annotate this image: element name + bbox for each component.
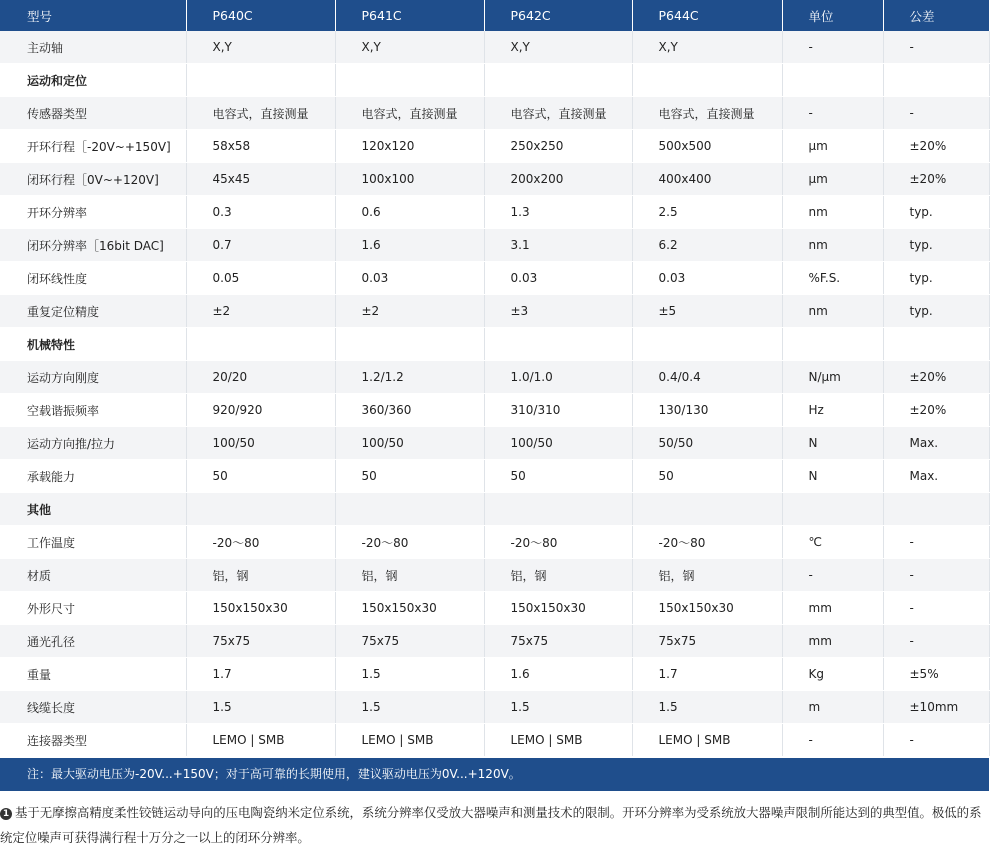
footnote-marker: 1 xyxy=(0,808,12,820)
cell-p640c: 920/920 xyxy=(186,394,335,427)
cell-unit: N xyxy=(782,427,883,460)
cell-unit: N/μm xyxy=(782,361,883,394)
cell-p640c: -20～80 xyxy=(186,526,335,559)
table-row xyxy=(0,691,989,724)
cell-tolerance: - xyxy=(883,625,989,658)
cell-unit xyxy=(782,64,883,97)
cell-unit: nm xyxy=(782,295,883,328)
cell-p642c: LEMO | SMB xyxy=(484,724,632,757)
table-row xyxy=(0,31,989,64)
spec-table-body xyxy=(0,31,989,757)
cell-p640c: 58x58 xyxy=(186,130,335,163)
cell-param: 闭环线性度 xyxy=(0,262,186,295)
cell-p641c: 铝，钢 xyxy=(335,559,484,592)
header-p644c: P644C xyxy=(632,0,782,31)
cell-unit: ℃ xyxy=(782,526,883,559)
table-row xyxy=(0,394,989,427)
cell-p641c: 1.2/1.2 xyxy=(335,361,484,394)
cell-p641c: 1.5 xyxy=(335,658,484,691)
cell-unit xyxy=(782,328,883,361)
table-row xyxy=(0,625,989,658)
cell-unit: N xyxy=(782,460,883,493)
cell-tolerance: Max. xyxy=(883,460,989,493)
cell-p644c: ±5 xyxy=(632,295,782,328)
cell-unit: - xyxy=(782,559,883,592)
cell-tolerance: ±5% xyxy=(883,658,989,691)
table-row xyxy=(0,196,989,229)
cell-p641c: 100/50 xyxy=(335,427,484,460)
cell-tolerance xyxy=(883,328,989,361)
cell-p642c: 150x150x30 xyxy=(484,592,632,625)
cell-p640c: 0.3 xyxy=(186,196,335,229)
cell-p641c: 1.6 xyxy=(335,229,484,262)
cell-p642c: 1.5 xyxy=(484,691,632,724)
cell-param: 通光孔径 xyxy=(0,625,186,658)
cell-p641c: 0.03 xyxy=(335,262,484,295)
cell-p642c: 250x250 xyxy=(484,130,632,163)
cell-p640c: 100/50 xyxy=(186,427,335,460)
cell-p640c: 铝，钢 xyxy=(186,559,335,592)
section-row xyxy=(0,493,989,526)
table-row xyxy=(0,295,989,328)
cell-p644c: -20～80 xyxy=(632,526,782,559)
cell-unit: - xyxy=(782,97,883,130)
cell-p641c: ±2 xyxy=(335,295,484,328)
cell-unit: - xyxy=(782,724,883,757)
table-row xyxy=(0,559,989,592)
cell-tolerance: ±20% xyxy=(883,130,989,163)
cell-unit: m xyxy=(782,691,883,724)
cell-p644c: X,Y xyxy=(632,31,782,64)
cell-p642c: 310/310 xyxy=(484,394,632,427)
cell-p640c: X,Y xyxy=(186,31,335,64)
cell-tolerance: - xyxy=(883,724,989,757)
section-title: 其他 xyxy=(0,493,186,526)
cell-p640c: 45x45 xyxy=(186,163,335,196)
table-row xyxy=(0,592,989,625)
cell-p640c: 50 xyxy=(186,460,335,493)
cell-p642c: 1.3 xyxy=(484,196,632,229)
cell-p640c: 20/20 xyxy=(186,361,335,394)
cell-p644c: 铝，钢 xyxy=(632,559,782,592)
cell-p642c: 100/50 xyxy=(484,427,632,460)
cell-p644c: 130/130 xyxy=(632,394,782,427)
table-row xyxy=(0,658,989,691)
cell-p644c: 电容式，直接测量 xyxy=(632,97,782,130)
cell-p644c: 0.4/0.4 xyxy=(632,361,782,394)
cell-param: 工作温度 xyxy=(0,526,186,559)
cell-unit: Kg xyxy=(782,658,883,691)
cell-p641c: 120x120 xyxy=(335,130,484,163)
cell-param: 承载能力 xyxy=(0,460,186,493)
cell-p641c: 150x150x30 xyxy=(335,592,484,625)
table-row xyxy=(0,97,989,130)
table-row xyxy=(0,460,989,493)
cell-p642c: 1.6 xyxy=(484,658,632,691)
cell-tolerance: - xyxy=(883,559,989,592)
cell-unit xyxy=(782,493,883,526)
cell-tolerance: typ. xyxy=(883,196,989,229)
cell-p642c xyxy=(484,493,632,526)
cell-p642c: -20～80 xyxy=(484,526,632,559)
cell-p644c: LEMO | SMB xyxy=(632,724,782,757)
cell-tolerance: typ. xyxy=(883,229,989,262)
cell-p640c xyxy=(186,328,335,361)
cell-tolerance: - xyxy=(883,31,989,64)
cell-p641c: 1.5 xyxy=(335,691,484,724)
header-p642c: P642C xyxy=(484,0,632,31)
cell-tolerance: ±20% xyxy=(883,394,989,427)
cell-p642c: ±3 xyxy=(484,295,632,328)
cell-p644c: 500x500 xyxy=(632,130,782,163)
cell-p642c: 3.1 xyxy=(484,229,632,262)
cell-p642c: X,Y xyxy=(484,31,632,64)
cell-param: 开环分辨率 xyxy=(0,196,186,229)
cell-tolerance: Max. xyxy=(883,427,989,460)
cell-p640c: 150x150x30 xyxy=(186,592,335,625)
cell-unit: %F.S. xyxy=(782,262,883,295)
cell-param: 运动方向推/拉力 xyxy=(0,427,186,460)
cell-p640c: LEMO | SMB xyxy=(186,724,335,757)
section-title: 机械特性 xyxy=(0,328,186,361)
cell-unit: mm xyxy=(782,625,883,658)
table-row xyxy=(0,361,989,394)
cell-p640c: 1.7 xyxy=(186,658,335,691)
cell-p642c xyxy=(484,64,632,97)
cell-p644c xyxy=(632,493,782,526)
cell-param: 外形尺寸 xyxy=(0,592,186,625)
header-tolerance: 公差 xyxy=(883,0,989,31)
cell-p644c: 1.7 xyxy=(632,658,782,691)
cell-p644c: 50/50 xyxy=(632,427,782,460)
cell-p640c: 0.7 xyxy=(186,229,335,262)
cell-unit: μm xyxy=(782,163,883,196)
cell-p644c xyxy=(632,64,782,97)
cell-param: 空载谐振频率 xyxy=(0,394,186,427)
table-row xyxy=(0,262,989,295)
cell-p642c: 电容式，直接测量 xyxy=(484,97,632,130)
header-p640c: P640C xyxy=(186,0,335,31)
cell-p641c xyxy=(335,328,484,361)
cell-p641c: 75x75 xyxy=(335,625,484,658)
cell-tolerance: typ. xyxy=(883,262,989,295)
cell-p644c: 6.2 xyxy=(632,229,782,262)
cell-unit: - xyxy=(782,31,883,64)
cell-tolerance: ±20% xyxy=(883,163,989,196)
cell-p644c: 75x75 xyxy=(632,625,782,658)
cell-p644c: 0.03 xyxy=(632,262,782,295)
cell-p642c: 50 xyxy=(484,460,632,493)
section-row xyxy=(0,64,989,97)
cell-p641c: 100x100 xyxy=(335,163,484,196)
cell-param: 重量 xyxy=(0,658,186,691)
cell-unit: mm xyxy=(782,592,883,625)
header-unit: 单位 xyxy=(782,0,883,31)
cell-tolerance: ±10mm xyxy=(883,691,989,724)
cell-param: 运动方向刚度 xyxy=(0,361,186,394)
cell-p640c xyxy=(186,64,335,97)
cell-tolerance: typ. xyxy=(883,295,989,328)
cell-param: 连接器类型 xyxy=(0,724,186,757)
cell-p641c: 50 xyxy=(335,460,484,493)
cell-p642c: 0.03 xyxy=(484,262,632,295)
table-row xyxy=(0,526,989,559)
table-row xyxy=(0,229,989,262)
cell-unit: nm xyxy=(782,196,883,229)
cell-p641c: 电容式，直接测量 xyxy=(335,97,484,130)
cell-param: 重复定位精度 xyxy=(0,295,186,328)
cell-p644c: 400x400 xyxy=(632,163,782,196)
cell-param: 闭环行程［0V~+120V] xyxy=(0,163,186,196)
cell-param: 主动轴 xyxy=(0,31,186,64)
voltage-note: 注：最大驱动电压为-20V...+150V；对于高可靠的长期使用，建议驱动电压为0V...+120V。 xyxy=(0,758,989,791)
cell-unit: μm xyxy=(782,130,883,163)
header-p641c: P641C xyxy=(335,0,484,31)
cell-p641c xyxy=(335,493,484,526)
cell-p641c: LEMO | SMB xyxy=(335,724,484,757)
table-header-row xyxy=(0,0,989,31)
footnote-text: 基于无摩擦高精度柔性铰链运动导向的压电陶瓷纳米定位系统，系统分辨率仅受放大器噪声和测量技术的限制。开环分辨率为受系统放大器噪声限制所能达到的典型值。极低的系统定位噪声可获得满行程十万分之一以上的闭环分辨率。 xyxy=(0,805,982,845)
cell-p642c: 1.0/1.0 xyxy=(484,361,632,394)
cell-p644c xyxy=(632,328,782,361)
cell-p640c: 电容式，直接测量 xyxy=(186,97,335,130)
cell-p641c: X,Y xyxy=(335,31,484,64)
cell-p641c: -20～80 xyxy=(335,526,484,559)
cell-unit: Hz xyxy=(782,394,883,427)
section-title: 运动和定位 xyxy=(0,64,186,97)
cell-p640c: 0.05 xyxy=(186,262,335,295)
cell-p644c: 150x150x30 xyxy=(632,592,782,625)
table-row xyxy=(0,130,989,163)
cell-param: 闭环分辨率［16bit DAC] xyxy=(0,229,186,262)
cell-tolerance: - xyxy=(883,526,989,559)
cell-param: 传感器类型 xyxy=(0,97,186,130)
cell-param: 线缆长度 xyxy=(0,691,186,724)
cell-p640c: ±2 xyxy=(186,295,335,328)
cell-p642c xyxy=(484,328,632,361)
cell-p640c xyxy=(186,493,335,526)
cell-tolerance xyxy=(883,493,989,526)
cell-p642c: 200x200 xyxy=(484,163,632,196)
table-row xyxy=(0,163,989,196)
cell-p644c: 2.5 xyxy=(632,196,782,229)
cell-p642c: 铝，钢 xyxy=(484,559,632,592)
cell-p640c: 1.5 xyxy=(186,691,335,724)
cell-p640c: 75x75 xyxy=(186,625,335,658)
cell-unit: nm xyxy=(782,229,883,262)
cell-p641c: 0.6 xyxy=(335,196,484,229)
cell-tolerance: - xyxy=(883,97,989,130)
section-row xyxy=(0,328,989,361)
cell-p644c: 50 xyxy=(632,460,782,493)
cell-p641c: 360/360 xyxy=(335,394,484,427)
cell-p642c: 75x75 xyxy=(484,625,632,658)
cell-param: 开环行程［-20V~+150V] xyxy=(0,130,186,163)
cell-tolerance: ±20% xyxy=(883,361,989,394)
table-row xyxy=(0,427,989,460)
cell-tolerance xyxy=(883,64,989,97)
table-row xyxy=(0,724,989,757)
cell-p644c: 1.5 xyxy=(632,691,782,724)
cell-param: 材质 xyxy=(0,559,186,592)
header-model: 型号 xyxy=(0,0,186,31)
cell-tolerance: - xyxy=(883,592,989,625)
cell-p641c xyxy=(335,64,484,97)
